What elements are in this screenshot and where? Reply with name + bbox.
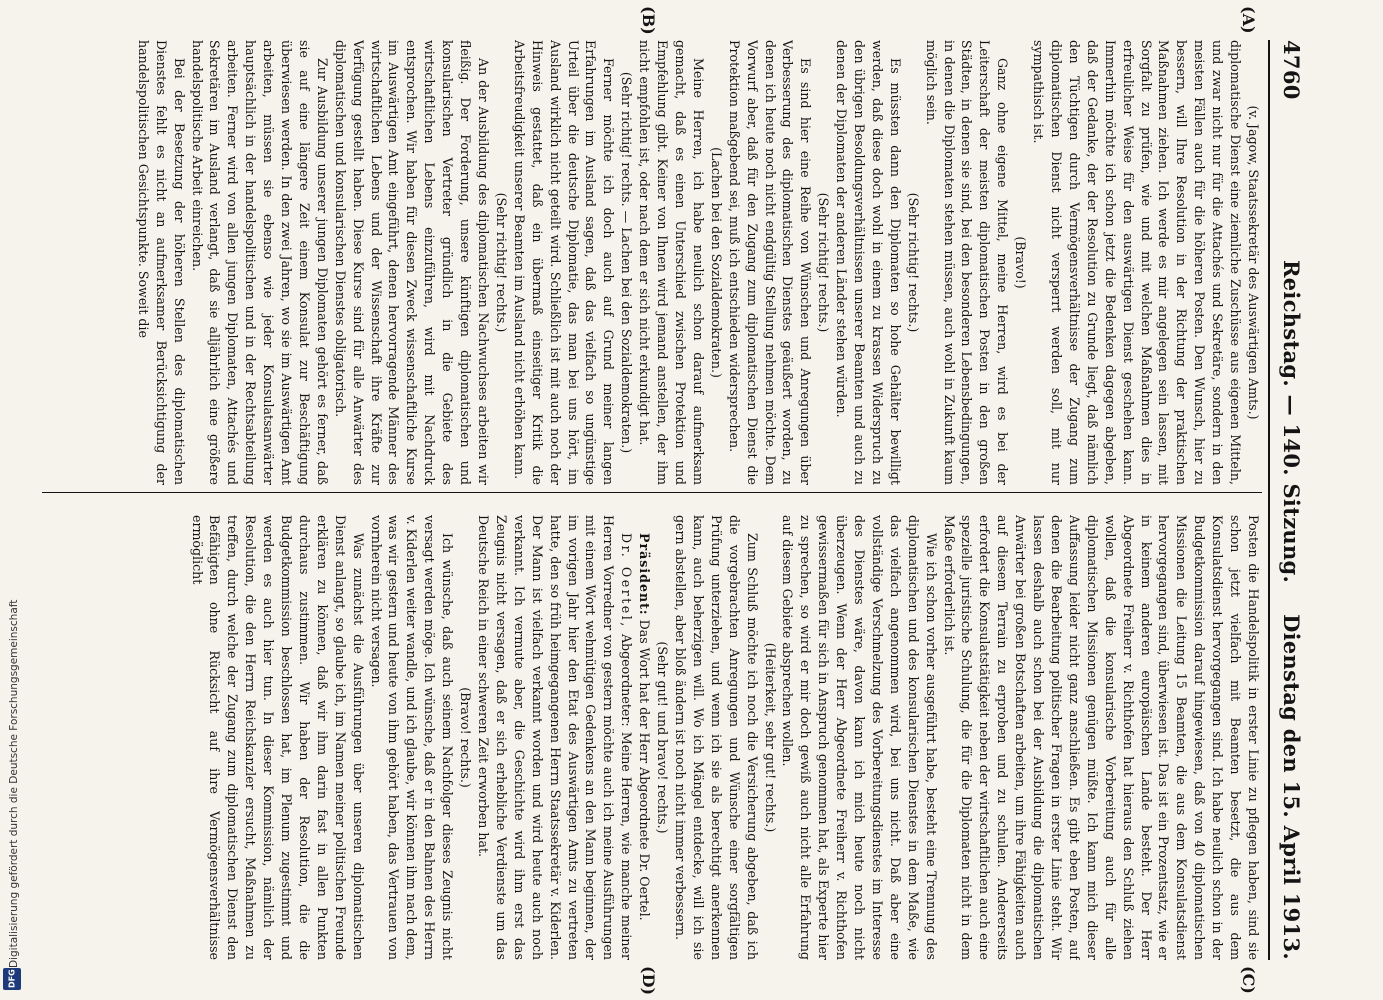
paragraph: Posten die Handelspolitik in erster Linie zu pflegen haben, sind sie schon jetzt vielfach mit Beamten besetzt, die aus dem Konsulatsdienst hervorgegangen sind. Ich habe neulich schon in der Budgetkommission darauf hingewiesen, daß von 40 diplomatischen Missionen die Leitung 15 Beamten, die aus dem Konsulatsdienst hervorgegangen sind, überwiesen ist. Das ist ein Prozentsatz, wie er in keinem anderen europäischen Lande besteht. Der Herr Abgeordnete Freiherr v. Richthofen hat hieraus den Schluß ziehen wollen, daß die konsularische Vorbereitung auch für alle diplomatischen Missionen genügen müßte. Ich kann mich dieser Auffassung leider nicht ganz anschließen. Es gibt eben Posten, auf denen die Bearbeitung politischer Fragen in erster Linie steht. Wir lassen deshalb auch schon bei der Ausbildung die diplomatischen Anwärter bei großen Botschaften arbeiten, um ihre Fähigkeiten auch auf diesem Terrain zu erproben und zu schulen. Andererseits erfordert die Konsulatstätigkeit neben der wirtschaftlichen auch eine spezielle juristische Schulung, die für die Diplomaten nicht in dem Maße erforderlich ist. <box>941 515 1261 960</box>
left-column <box>42 40 1262 485</box>
digitization-credit <box>4 599 24 998</box>
credit-text: Digitalisierung gefördert durch die Deutsche Forschungsgemeinschaft <box>8 599 20 968</box>
paragraph: Meine Herren, ich habe neulich schon darauf aufmerksam gemacht, daß es einen Unterschied zwischen Protektion und Empfehlung gibt. Keiner von Ihnen wird jemand anstellen, der ihm nicht empfohlen ist, oder nach dem er sich nicht erkundigt hat. <box>637 40 706 485</box>
speaker-line: (v. Jagow, Staatssekretär des Auswärtigen Amts.) <box>1246 105 1261 420</box>
president-label: Präsident: <box>637 533 653 616</box>
margin-marker-b: (B) <box>639 6 658 35</box>
paragraph: Es müssten dann den Diplomaten so hohe Gehälter bewilligt werden, daß diese doch wohl in einem zu krassen Widerspruch zu den übrigen Besoldungsverhältnissen unserer Beamten und auch zu denen der Diplomaten der anderen Länder stehen würden. <box>834 40 903 485</box>
rotated-text-block <box>28 0 1318 1000</box>
paragraph: Ich wünsche, daß auch seinem Nachfolger dieses Zeugnis nicht versagt werden möge. Ich wünsche, daß er in den Bahnen des Herrn v. Kiderlen weiter wandle, und ich glaube, wir können ihm nach dem, was wir gestern und heute von ihm gehört haben, das Vertrauen von vornherein nicht versagen. <box>368 515 456 960</box>
reaction: (Sehr richtig! rechts.) <box>905 192 921 333</box>
oertel-speech <box>474 515 635 960</box>
paragraph: diplomatische Dienst eine ziemliche Zuschüsse aus eigenen Mitteln, und zwar nicht nur für die Attachés und Sekretäre, sondern in den meisten Fällen auch für die höheren Posten. Den Wunsch, hier zu bessern, will Ihre Resolution in der Richtung der praktischen Maßnahmen ziehen. Ich werde es mir angelegen sein lassen, mit Sorgfalt zu prüfen, wie und mit welchen Maßnahmen dies in erfreulicher Weise für den auswärtigen Dienst geschehen kann. Immerhin möchte ich schon jetzt die Bedenken dagegen abgeben, daß der Gedanke, der der Resolution zu Grunde liegt, daß nämlich den Tüchtigen durch Vermögensverhältnisse der Zugang zum diplomatischen Dienst nicht versperrt werden soll, mit nur sympathisch ist. <box>1031 40 1244 485</box>
margin-marker-c: (C) <box>1239 966 1258 994</box>
reaction: (Sehr richtig! rechts. — Lachen bei den Sozialdemokraten.) <box>619 71 635 454</box>
reaction: (Bravo! rechts.) <box>458 687 474 788</box>
paragraph: Wie ich schon vorher ausgeführt habe, besteht eine Trennung des diplomatischen und des konsularischen Dienstes in dem Maße, wie das vielfach angenommen wird, bei uns nicht. Daß aber eine vollständige Verschmelzung des Vorbereitungsdienstes im Interesse des Dienstes wäre, davon kann ich mich heute noch nicht überzeugen. Wenn der Herr Abgeordnete Freiherr v. Richthofen gewissermaßen für sich in Anspruch genommen hat, als Experte hier zu sprechen, so wird er mir doch gewiß auch nicht alle Erfahrung auf diesem Gebiete absprechen wollen. <box>780 515 939 960</box>
paragraph-text: Abgeordneter: Meine Herren, wie manche meiner Herren Vorredner von gestern möchte auch ich meine Ausführungen mit einem Wort wehmütigen Gedenkens an den Mann beginnen, der im vorigen Jahr hier den Etat des Auswärtigen Amts zu vertreten hatte, den so früh heimgegangenen Herrn Staatssekretär v. Kiderlen. Der Mann ist vielfach verkannt worden und wird heute auch noch verkannt. Ich vermute aber, die Geschichte wird ihm erst das Zeugnis nicht versagen, daß er sich erhebliche Verdienste um das Deutsche Reich in einer schweren Zeit erworben hat. <box>476 515 635 960</box>
running-header <box>1270 40 1310 960</box>
president-text: Das Wort hat der Herr Abgeordnete Dr. Oertel. <box>637 619 653 921</box>
column-divider <box>42 492 1262 493</box>
margin-marker-d: (D) <box>639 966 658 996</box>
reaction: (Sehr richtig! rechts.) <box>816 192 832 333</box>
paragraph: Ganz ohne eigene Mittel, meine Herren, wird es bei der Leiterschaft der meisten diplomatischen Posten in den großen Städten, in denen sie sind, bei den besonderen Lebensbedingungen, in denen die Diplomaten stehen müssen, auch wohl in Zukunft kaum möglich sein. <box>923 40 1011 485</box>
header-date: Dienstag den 15. April 1913. <box>1279 614 1304 960</box>
header-rule <box>1268 40 1270 960</box>
speaker-name: Dr. Oertel, <box>619 533 635 629</box>
paragraph: Zum Schluß möchte ich noch die Versicherung abgeben, daß ich die vorgebrachten Anregungen und Wünsche einer sorgfältigen Prüfung unterziehen, und wenn ich sie als berechtigt anerkennen kann, auch beherzigen will. Wo ich Mängel entdecke, will ich sie gern abstellen, aber bloß ändern ist noch nicht immer verbessern. <box>673 515 760 960</box>
right-column <box>42 515 1262 960</box>
reaction: (Sehr richtig! rechts.) <box>493 192 509 333</box>
paragraph: Bei der Besetzung der höheren Stellen des diplomatischen Dienstes fehlt es nicht an aufmerksamer Berücksichtigung der handelspolitischen Gesichtspunkte. Soweit die <box>135 40 187 485</box>
president-line <box>635 515 653 960</box>
paragraph: Zur Ausbildung unserer jungen Diplomaten gehört es ferner, daß sie auf eine längere Zeit einem Konsulat zur Beschäftigung überwiesen werden. In den zwei Jahren, wo sie im Auswärtigen Amt arbeiten, müssen sie ebenso wie jeder Konsulatsanwärter hauptsächlich in der handelspolitischen und in der Rechtsabteilung arbeiten. Ferner wird von allen jungen Diplomaten, Attachés und Sekretären im Ausland verlangt, daß sie alljährlich eine größere handelspolitische Arbeit einreichen. <box>189 40 330 485</box>
paragraph: Es sind hier eine Reihe von Wünschen und Anregungen über Verbesserung des diplomatischen Dienstes geäußert worden, zu denen ich heute noch nicht endgültig Stellung nehmen möchte. Dem Vorwurf aber, daß für den Zugang zum diplomatischen Dienst die Protektion maßgebend sei, muß ich entschieden widersprechen. <box>726 40 814 485</box>
reaction: (Lachen bei den Sozialdemokraten.) <box>708 147 724 378</box>
paragraph: Ferner möchte ich doch auch auf Grund meiner langen Erfahrungen im Ausland sagen, daß das vielfach so ungünstige Urteil über die deutsche Diplomatie, das man bei uns hört, im Ausland wirklich nicht geteilt wird. Schließlich ist mit auch noch der Hinweis gestattet, daß ein übermaß einseitiger Kritik die Arbeitsfreudigkeit unserer Beamten im Ausland nicht erhöhen kann. <box>511 40 617 485</box>
page-number: 4760 <box>1279 40 1304 100</box>
paragraph: Was zunächst die Ausführungen über unseren diplomatischen Dienst anlangt, so glaube ich, im Namen meiner politischen Freunde erklären zu können, daß wir ihm darin fast in allen Punkten durchaus zustimmen. Wir haben der Resolution, die die Budgetkommission beschlossen hat, im Plenum zugestimmt und werden es auch hier tun. In dieser Kommission, nämlich der Resolution, die den Herrn Reichskanzler ersucht, Maßnahmen zu treffen, durch welche der Zugang zum diplomatischen Dienst den Befähigten ohne Rücksicht auf ihre Vermögensverhältnisse ermöglicht <box>189 515 366 960</box>
reaction: (Bravo!) <box>1013 236 1029 289</box>
margin-marker-a: (A) <box>1239 6 1258 34</box>
dfg-logo-icon: DFG <box>3 968 21 990</box>
reaction: (Heiterkeit, sehr gut! rechts.) <box>762 642 778 833</box>
header-title: Reichstag. — 140. Sitzung. <box>1279 260 1304 584</box>
reaction: (Sehr gut! und bravo! rechts.) <box>655 641 671 834</box>
paragraph: An der Ausbildung des diplomatischen Nachwuchses arbeiten wir fleißig. Der Forderung, unsere künftigen diplomatischen und konsularischen Vertreter gründlich in die Gebiete des wirtschaftlichen Lebens einzuführen, wird mit Nachdruck entsprochen. Wir haben für diesen Zweck wissenschaftliche Kurse im Auswärtigen Amt eingeführt, denen hervorragende Männer des wirtschaftlichen Lebens und der Wissenschaft ihre Kräfte zur Verfügung gestellt haben. Diese Kurse sind für alle Anwärter des diplomatischen und konsularischen Dienstes obligatorisch. <box>332 40 492 485</box>
